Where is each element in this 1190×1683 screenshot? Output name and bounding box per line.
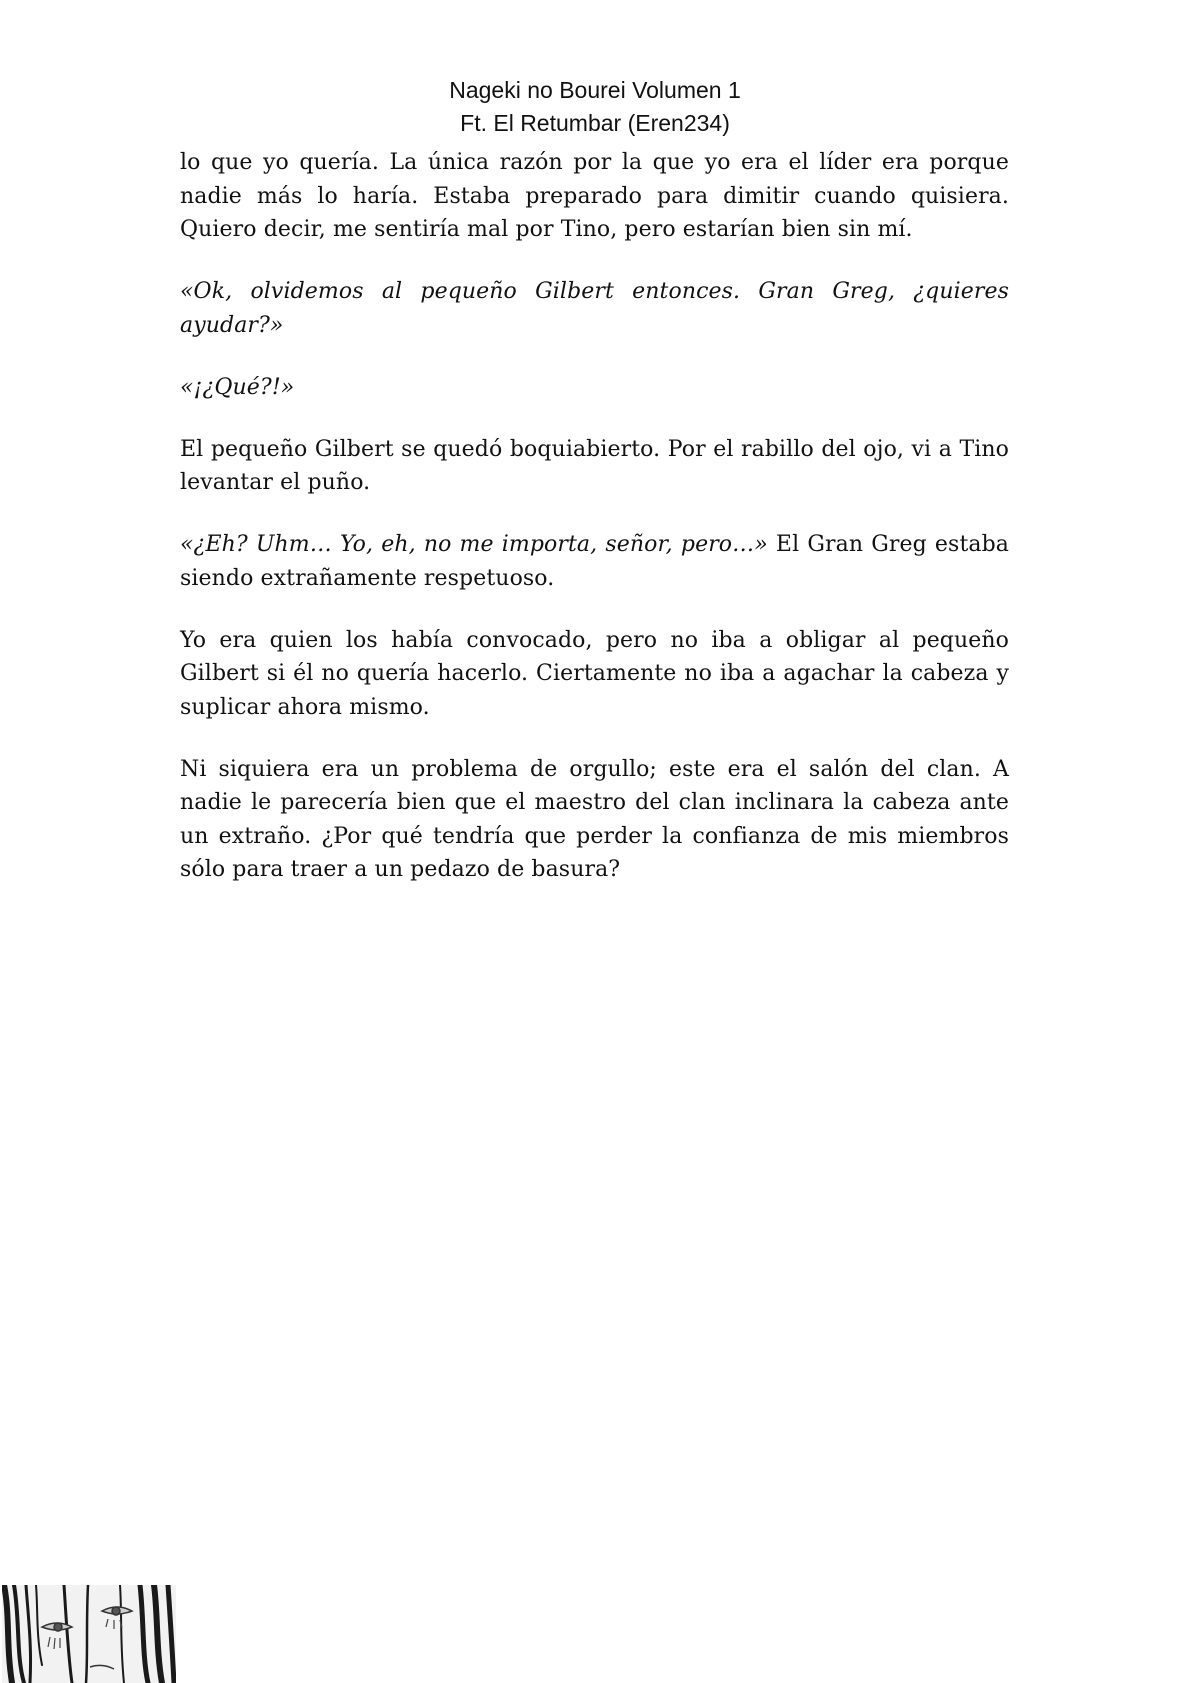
dialogue-text: «Ok, olvidemos al pequeño Gilbert entonces. Gran Greg, ¿quieres ayudar?» (180, 279, 1009, 338)
paragraph (180, 528, 1009, 595)
header-title: Nageki no Bourei Volumen 1 (449, 77, 741, 103)
dialogue-text: «¡¿Qué?!» (180, 374, 295, 400)
page-header (0, 74, 1190, 140)
paragraph-text: El pequeño Gilbert se quedó boquiabierto. Por el rabillo del ojo, vi a Tino levantar el puño. (180, 436, 1009, 495)
paragraph (180, 753, 1009, 887)
paragraph-text: Yo era quien los había convocado, pero no iba a obligar al pequeño Gilbert si él no quería hacerlo. Ciertamente no iba a agachar la cabeza y suplicar ahora mismo. (180, 627, 1009, 720)
header-subtitle: Ft. El Retumbar (Eren234) (460, 110, 730, 136)
paragraph (180, 146, 1009, 247)
paragraph (180, 624, 1009, 725)
paragraph-text: Ni siquiera era un problema de orgullo; este era el salón del clan. A nadie le parecería bien que el maestro del clan inclinara la cabeza ante un extraño. ¿Por qué tendría que perder la confianza de mis miembros sólo para traer a un pedazo de basura? (180, 756, 1009, 882)
paragraph (180, 275, 1009, 342)
dialogue-text: «¿Eh? Uhm… Yo, eh, no me importa, señor, pero…» (180, 532, 768, 557)
paragraph (180, 433, 1009, 500)
paragraph-text: lo que yo quería. La única razón por la que yo era el líder era porque nadie más lo haría. Estaba preparado para dimitir cuando quisiera. Quiero decir, me sentiría mal por Tino, pero estarían bien sin mí. (180, 150, 1009, 242)
paragraph-text: El Gran Greg estaba siendo extrañamente respetuoso. (180, 532, 1009, 591)
manga-portrait-icon (2, 1585, 176, 1683)
paragraph (180, 371, 1009, 405)
portrait-illustration (2, 1585, 176, 1683)
body-text (180, 146, 1009, 887)
